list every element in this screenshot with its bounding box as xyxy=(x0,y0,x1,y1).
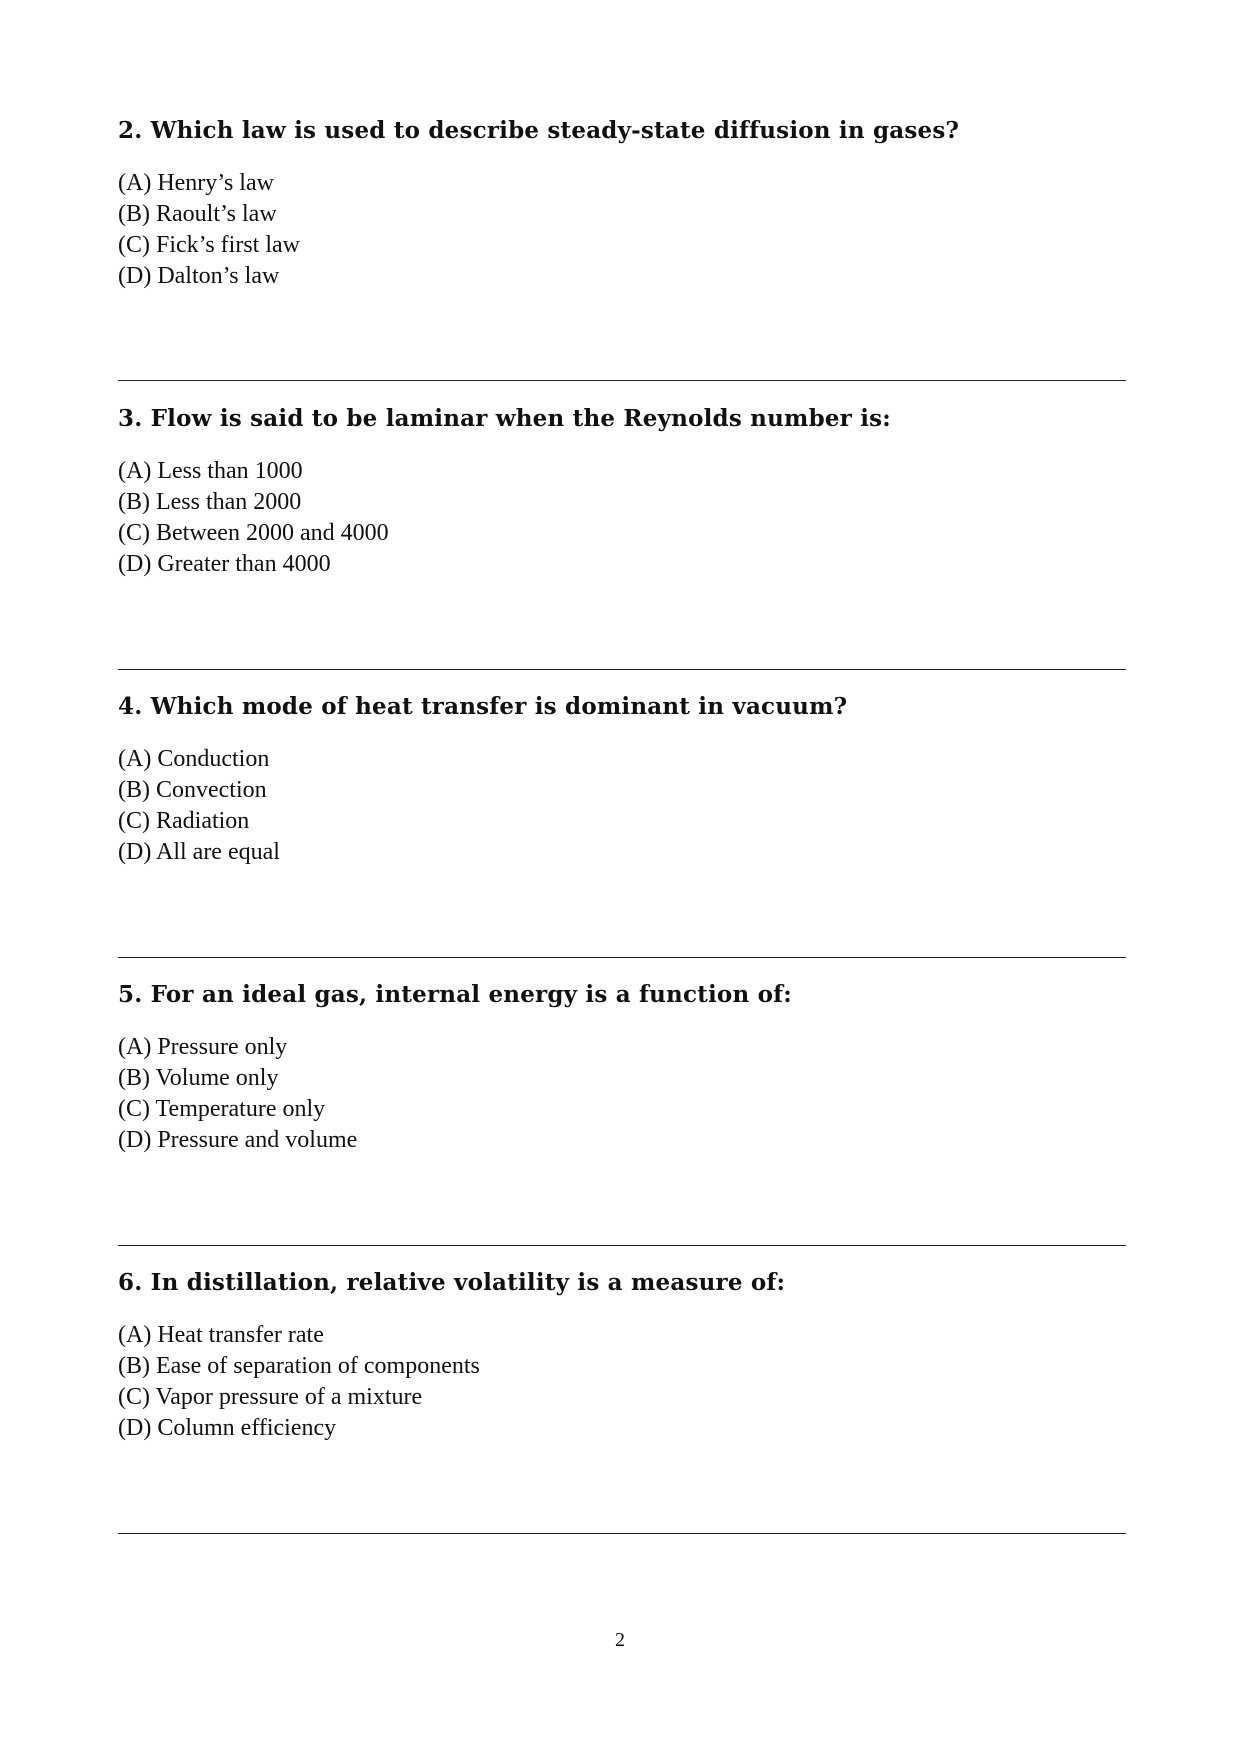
question-5 xyxy=(118,980,1126,1153)
divider xyxy=(118,1245,1126,1246)
question-title: 6. In distillation, relative volatility is a measure of: xyxy=(118,1269,786,1296)
options-list xyxy=(118,744,280,868)
options-list xyxy=(118,1032,357,1156)
divider xyxy=(118,669,1126,670)
option-c: (C) Vapor pressure of a mixture xyxy=(118,1384,423,1410)
option-d: (D) Pressure and volume xyxy=(118,1127,358,1153)
option-a: (A) Less than 1000 xyxy=(118,458,303,484)
question-title: 5. For an ideal gas, internal energy is a function of: xyxy=(118,981,792,1008)
divider xyxy=(118,1533,1126,1534)
question-3 xyxy=(118,404,1126,577)
option-c: (C) Radiation xyxy=(118,808,250,834)
divider xyxy=(118,380,1126,381)
question-title: 2. Which law is used to describe steady-state diffusion in gases? xyxy=(118,117,960,144)
divider xyxy=(118,957,1126,958)
option-d: (D) Column efficiency xyxy=(118,1415,337,1441)
option-c: (C) Fick’s first law xyxy=(118,232,300,258)
question-title: 3. Flow is said to be laminar when the Reynolds number is: xyxy=(118,405,891,432)
option-a: (A) Heat transfer rate xyxy=(118,1322,324,1348)
option-a: (A) Henry’s law xyxy=(118,170,274,196)
option-d: (D) Greater than 4000 xyxy=(118,551,331,577)
option-a: (A) Conduction xyxy=(118,746,270,772)
options-list xyxy=(118,456,389,580)
question-6 xyxy=(118,1268,1126,1441)
question-title: 4. Which mode of heat transfer is dominant in vacuum? xyxy=(118,693,848,720)
option-a: (A) Pressure only xyxy=(118,1034,288,1060)
page-number: 2 xyxy=(615,1629,625,1651)
question-4 xyxy=(118,692,1126,865)
option-b: (B) Less than 2000 xyxy=(118,489,302,515)
option-b: (B) Ease of separation of components xyxy=(118,1353,480,1379)
options-list xyxy=(118,168,300,292)
option-d: (D) All are equal xyxy=(118,839,280,865)
option-c: (C) Between 2000 and 4000 xyxy=(118,520,389,546)
question-2 xyxy=(118,116,1126,289)
option-b: (B) Convection xyxy=(118,777,267,803)
option-c: (C) Temperature only xyxy=(118,1096,326,1122)
option-b: (B) Volume only xyxy=(118,1065,279,1091)
option-b: (B) Raoult’s law xyxy=(118,201,277,227)
options-list xyxy=(118,1320,480,1444)
option-d: (D) Dalton’s law xyxy=(118,263,280,289)
